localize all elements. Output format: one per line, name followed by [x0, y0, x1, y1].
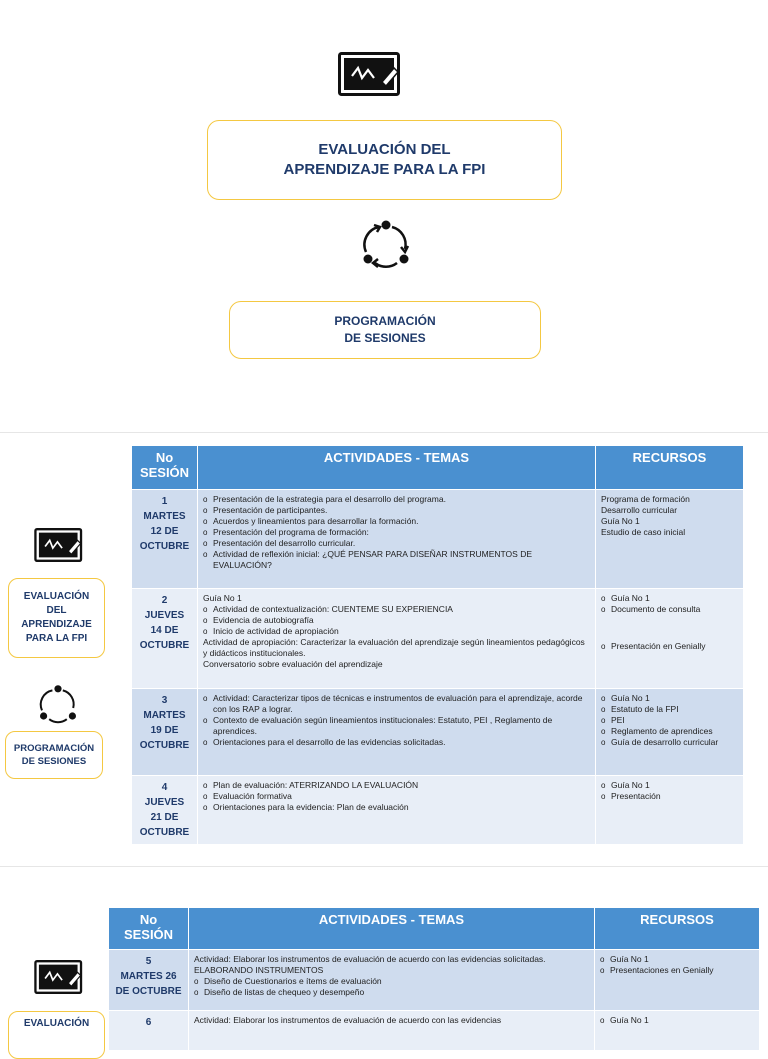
resource-item: o Presentaciones en Genially: [600, 965, 754, 976]
resource-item: o Presentación en Genially: [601, 641, 738, 652]
sidebar-eval-box: [8, 578, 105, 658]
list-item: o Presentación del desarrollo curricular.: [203, 538, 590, 549]
header-activities: ACTIVIDADES - TEMAS: [198, 446, 596, 490]
list-item: o Inicio de actividad de apropiación: [203, 626, 590, 637]
sidebar-prog-label: PROGRAMACIÓN DE SESIONES: [13, 743, 95, 767]
cover-slide: [0, 0, 768, 432]
session-date: 2 JUEVES 14 DE OCTUBRE: [139, 595, 190, 651]
list-item: o Orientaciones para el desarrollo de las evidencias solicitadas.: [203, 737, 590, 748]
table-row: [132, 490, 744, 589]
list-item: o Contexto de evaluación según lineamientos institucionales: Estatuto, PEI , Reglamento de aprendices.: [203, 715, 590, 737]
resource-item: Desarrollo curricular: [601, 505, 678, 515]
cover-subtitle-line2: DE SESIONES: [344, 331, 426, 345]
cycle-icon: [38, 684, 78, 724]
resource-item: o Guía No 1: [600, 1015, 754, 1026]
table-row: [132, 589, 744, 689]
whiteboard-icon: [338, 52, 402, 96]
schedule-slide-2: [0, 867, 768, 1029]
table-row: [132, 776, 744, 845]
list-item: o Presentación del programa de formación:: [203, 527, 590, 538]
list-item: o Orientaciones para la evidencia: Plan de evaluación: [203, 802, 590, 813]
resource-item: o Guía No 1: [601, 593, 738, 604]
header-activities: ACTIVIDADES - TEMAS: [189, 908, 595, 950]
list-item: o Evidencia de autobiografía: [203, 615, 590, 626]
table-row: [109, 1011, 760, 1051]
resource-item: Guía No 1: [601, 516, 640, 526]
list-item: o Evaluación formativa: [203, 791, 590, 802]
table-row: [109, 950, 760, 1011]
list-item: o Acuerdos y lineamientos para desarrollar la formación.: [203, 516, 590, 527]
list-item: o Plan de evaluación: ATERRIZANDO LA EVALUACIÓN: [203, 780, 590, 791]
header-resources: RECURSOS: [596, 446, 744, 490]
resource-item: o Guía No 1: [601, 693, 738, 704]
sessions-table: [108, 907, 760, 1051]
resource-item: o PEI: [601, 715, 738, 726]
list-item: o Actividad: Caracterizar tipos de técnicas e instrumentos de evaluación para el aprendizaje, acorde con los RAP a lograr.: [203, 693, 590, 715]
sidebar-prog-box: [5, 731, 103, 779]
list-item: o Diseño de Cuestionarios e ítems de evaluación: [194, 976, 589, 987]
resource-item: o Presentación: [601, 791, 738, 802]
resource-item: o Guía de desarrollo curricular: [601, 737, 738, 748]
resource-item: o Guía No 1: [600, 954, 754, 965]
header-resources: RECURSOS: [595, 908, 760, 950]
activity-text: Actividad: Elaborar los instrumentos de evaluación de acuerdo con las evidencias solicitadas. ELABORANDO INSTRUMENTOS: [194, 954, 546, 975]
header-session: No SESIÓN: [109, 908, 189, 950]
list-item: o Presentación de la estrategia para el desarrollo del programa.: [203, 494, 590, 505]
list-item: o Diseño de listas de chequeo y desempeño: [194, 987, 589, 998]
activity-text: Guía No 1: [203, 593, 242, 603]
cover-title-box: [207, 120, 562, 200]
activity-text: Actividad de apropiación: Caracterizar la evaluación del aprendizaje según lineamientos pedagógicos y didácticos institucionales.: [203, 637, 585, 658]
sidebar-eval-label: EVALUACIÓN DEL APRENDIZAJE PARA LA FPI: [21, 591, 92, 644]
activity-text: Actividad: Elaborar los instrumentos de evaluación de acuerdo con las evidencias: [194, 1015, 502, 1025]
cover-title-line1: EVALUACIÓN DEL: [318, 141, 451, 158]
header-session: No SESIÓN: [132, 446, 198, 490]
cycle-icon: [361, 219, 411, 269]
list-item: o Actividad de reflexión inicial: ¿QUÉ PENSAR PARA DISEÑAR INSTRUMENTOS DE EVALUACIÓN?: [203, 549, 590, 571]
sidebar-eval-label: EVALUACIÓN: [23, 1018, 90, 1029]
cover-subtitle-box: [229, 301, 541, 359]
session-date: 5 MARTES 26 DE OCTUBRE: [115, 956, 182, 997]
activity-text: Conversatorio sobre evaluación del aprendizaje: [203, 659, 383, 669]
session-date: 4 JUEVES 21 DE OCTUBRE: [139, 782, 190, 838]
resource-item: o Documento de consulta: [601, 604, 738, 615]
resource-item: Estudio de caso inicial: [601, 527, 686, 537]
session-date: 6: [145, 1017, 152, 1028]
list-item: o Actividad de contextualización: CUENTEME SU EXPERIENCIA: [203, 604, 590, 615]
resource-item: o Reglamento de aprendices: [601, 726, 738, 737]
whiteboard-icon: [34, 528, 84, 562]
cover-title-line2: APRENDIZAJE PARA LA FPI: [283, 161, 486, 178]
resource-item: o Guía No 1: [601, 780, 738, 791]
whiteboard-icon: [34, 960, 84, 994]
schedule-slide-1: [0, 433, 768, 866]
cover-subtitle-line1: PROGRAMACIÓN: [334, 314, 436, 328]
list-item: o Presentación de participantes.: [203, 505, 590, 516]
session-date: 1 MARTES 12 DE OCTUBRE: [139, 496, 190, 552]
resource-item: o Estatuto de la FPI: [601, 704, 738, 715]
table-row: [132, 689, 744, 776]
resource-item: Programa de formación: [601, 494, 690, 504]
session-date: 3 MARTES 19 DE OCTUBRE: [139, 695, 190, 751]
sidebar-eval-box: [8, 1011, 105, 1059]
sessions-table: [131, 445, 744, 845]
